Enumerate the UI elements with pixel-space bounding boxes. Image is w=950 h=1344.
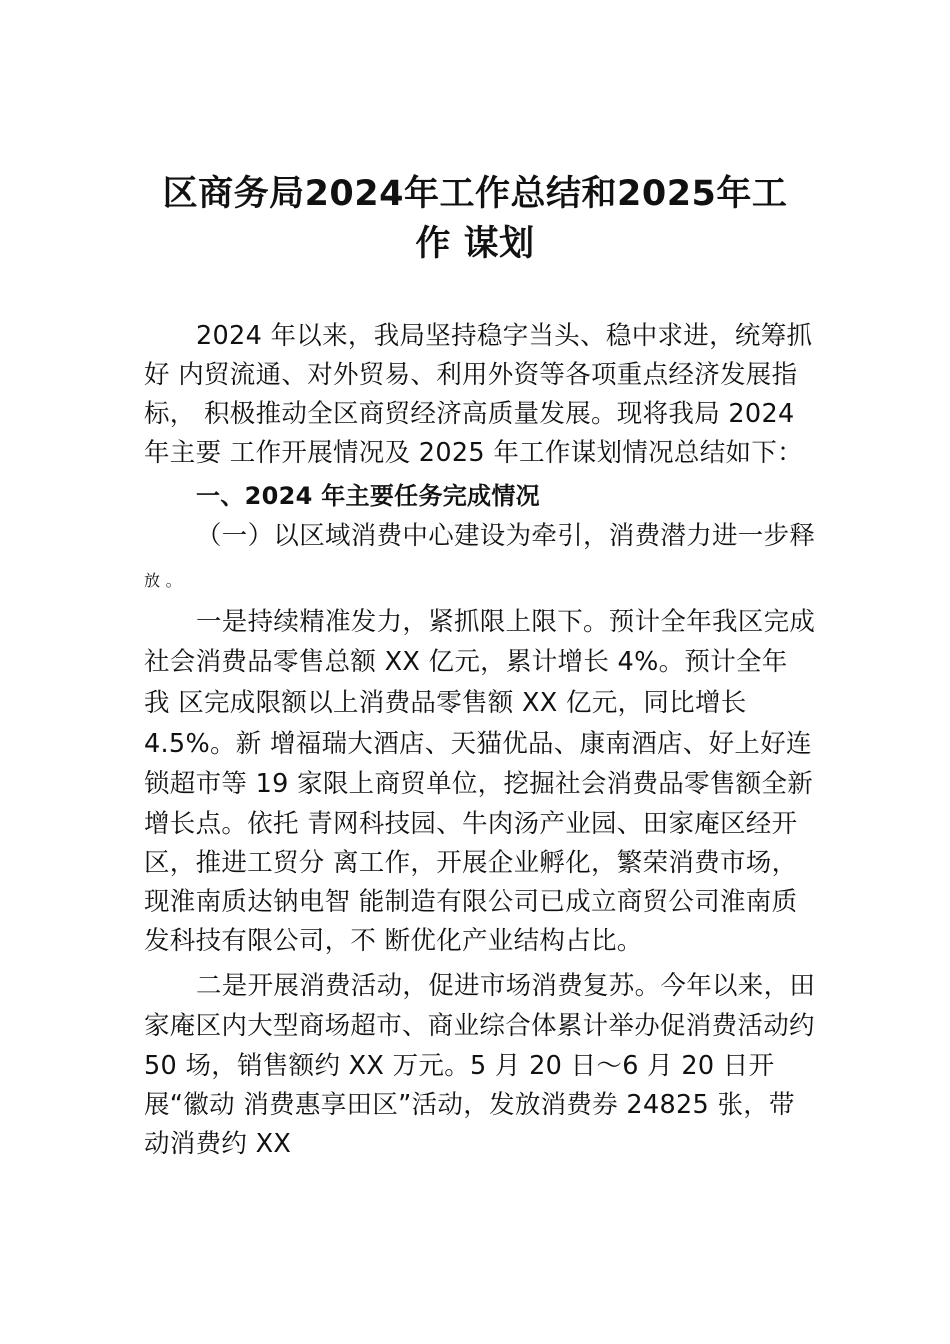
paragraph-line: 标， 积极推动全区商贸经济高质量发展。现将我局 2024: [144, 399, 795, 429]
paragraph-line: 增长点。依托 青网科技园、牛肉汤产业园、田家庵区经开: [144, 809, 798, 839]
paragraph-line: 现淮南质达钠电智 能制造有限公司已成立商贸公司淮南质: [144, 887, 798, 917]
paragraph-line: 社会消费品零售总额 XX 亿元，累计增长 4%。预计全年: [144, 647, 788, 677]
paragraph-line: 我 区完成限额以上消费品零售额 XX 亿元，同比增长: [144, 688, 747, 718]
paragraph-line: 发科技有限公司，不 断优化产业结构占比。: [144, 926, 643, 956]
paragraph-line: 展“徽动 消费惠享田区”活动，发放消费券 24825 张，带: [144, 1090, 795, 1120]
paragraph-line: 2024 年以来，我局坚持稳字当头、稳中求进，统筹抓: [196, 321, 813, 351]
subsection-heading: （一）以区域消费中心建设为牵引，消费潜力进一步释: [196, 521, 816, 551]
section-heading: 一、2024 年主要任务完成情况: [196, 482, 540, 510]
paragraph-line: 一是持续精准发力，紧抓限上限下。预计全年我区完成: [196, 607, 816, 637]
document-title-line-2: 作 谋划: [415, 224, 535, 264]
paragraph-line: 好 内贸流通、对外贸易、利用外资等各项重点经济发展指: [144, 360, 798, 390]
paragraph-line: 家庵区内大型商场超市、商业综合体累计举办促消费活动约: [144, 1011, 815, 1041]
document-title-line-1: 区商务局2024年工作总结和2025年工: [162, 174, 788, 214]
paragraph-line: 锁超市等 19 家限上商贸单位，挖掘社会消费品零售额全新: [144, 769, 814, 799]
paragraph-line: 4.5%。新 增福瑞大酒店、天猫优品、康南酒店、好上好连: [144, 729, 812, 759]
paragraph-line: 50 场，销售额约 XX 万元。5 月 20 日～6 月 20 日开: [144, 1051, 775, 1081]
paragraph-line: 区，推进工贸分 离工作，开展企业孵化，繁荣消费市场，: [144, 848, 798, 878]
paragraph-line: 动消费约 XX: [144, 1129, 292, 1159]
subsection-heading-continued: 放 。: [144, 571, 182, 590]
paragraph-line: 年主要 工作开展情况及 2025 年工作谋划情况总结如下：: [144, 438, 803, 468]
paragraph-line: 二是开展消费活动，促进市场消费复苏。今年以来，田: [196, 971, 816, 1001]
